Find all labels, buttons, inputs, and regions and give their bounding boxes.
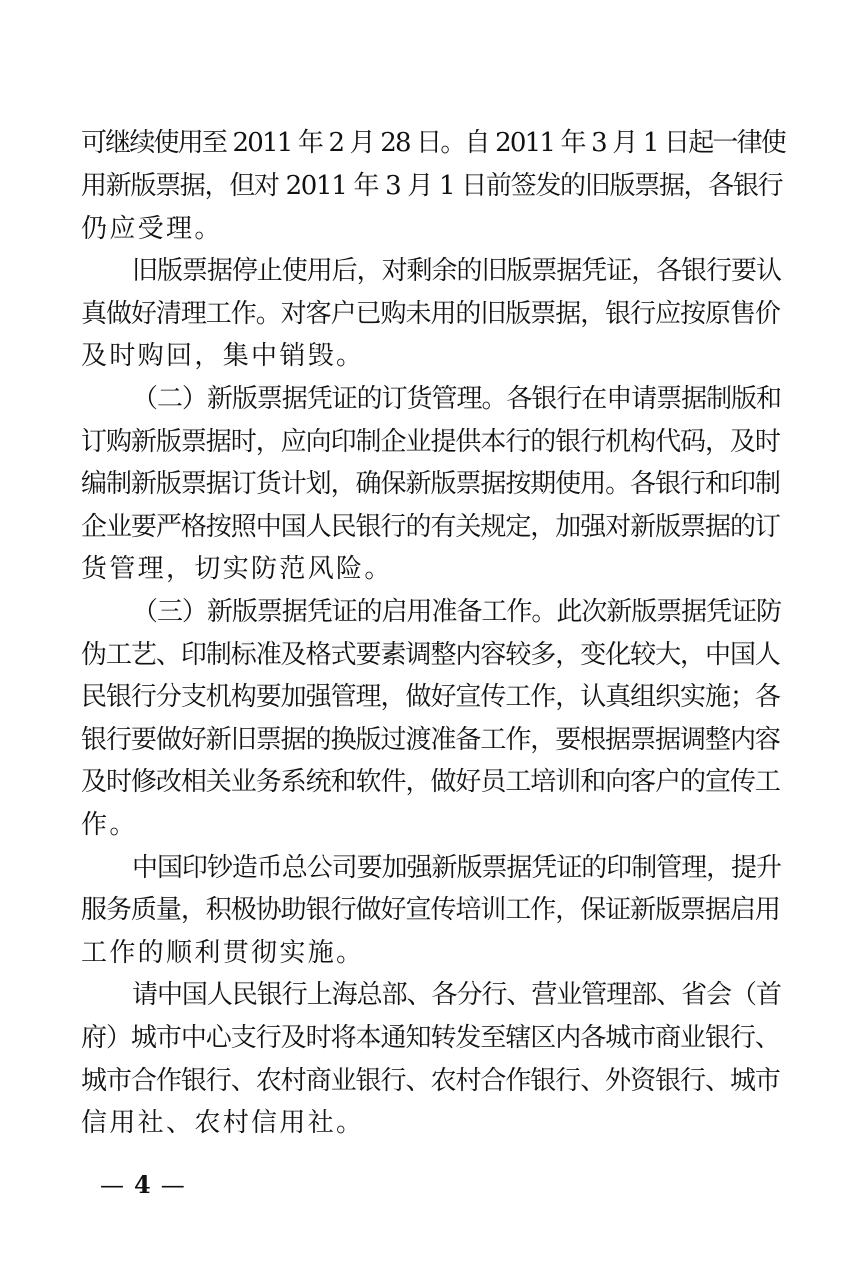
paragraph-first-line: 中国印钞造币总公司要加强新版票据凭证的印制管理，提升 [132, 853, 781, 883]
paragraph-first-line: 请中国人民银行上海总部、各分行、营业管理部、省会（首 [132, 980, 781, 1010]
page-number: 4 [134, 1170, 151, 1199]
text-line: 服务质量，积极协助银行做好宣传培训工作，保证新版票据启用 [81, 895, 780, 925]
footer-dash-left: — [100, 1171, 124, 1199]
paragraph-first-line: （二）新版票据凭证的订货管理。各银行在申请票据制版和 [132, 384, 781, 414]
text-line: 信用社、农村信用社。 [81, 1108, 365, 1138]
paragraph-first-line: （三）新版票据凭证的启用准备工作。此次新版票据凭证防 [132, 597, 781, 627]
text-line: 作。 [81, 810, 138, 840]
text-line: 仍应受理。 [81, 214, 223, 244]
page-footer [100, 1170, 185, 1200]
text-line: 企业要严格按照中国人民银行的有关规定，加强对新版票据的订 [81, 512, 780, 542]
text-line: 订购新版票据时，应向印制企业提供本行的银行机构代码，及时 [81, 427, 780, 457]
text-line: 及时修改相关业务系统和软件，做好员工培训和向客户的宣传工 [81, 767, 780, 797]
paragraph-first-line: 旧版票据停止使用后，对剩余的旧版票据凭证，各银行要认 [132, 256, 781, 286]
text-line: 工作的顺利贯彻实施。 [81, 938, 365, 968]
footer-dash-right: — [160, 1171, 185, 1199]
text-line: 银行要做好新旧票据的换版过渡准备工作，要根据票据调整内容 [81, 725, 780, 755]
text-line: 货管理，切实防范风险。 [81, 554, 393, 584]
text-line: 编制新版票据订货计划，确保新版票据按期使用。各银行和印制 [81, 469, 780, 499]
text-line: 及时购回，集中销毁。 [81, 341, 365, 371]
text-line: 城市合作银行、农村商业银行、农村合作银行、外资银行、城市 [81, 1066, 780, 1096]
text-line: 用新版票据，但对 2011 年 3 月 1 日前签发的旧版票据，各银行 [81, 171, 783, 201]
text-line: 真做好清理工作。对客户已购未用的旧版票据，银行应按原售价 [81, 299, 780, 329]
text-line: 可继续使用至 2011 年 2 月 28 日。自 2011 年 3 月 1 日起一律使 [81, 128, 785, 158]
text-line: 民银行分支机构要加强管理，做好宣传工作，认真组织实施；各 [81, 682, 780, 712]
text-line: 府）城市中心支行及时将本通知转发至辖区内各城市商业银行、 [81, 1023, 780, 1053]
text-line: 伪工艺、印制标准及格式要素调整内容较多，变化较大，中国人 [81, 640, 780, 670]
